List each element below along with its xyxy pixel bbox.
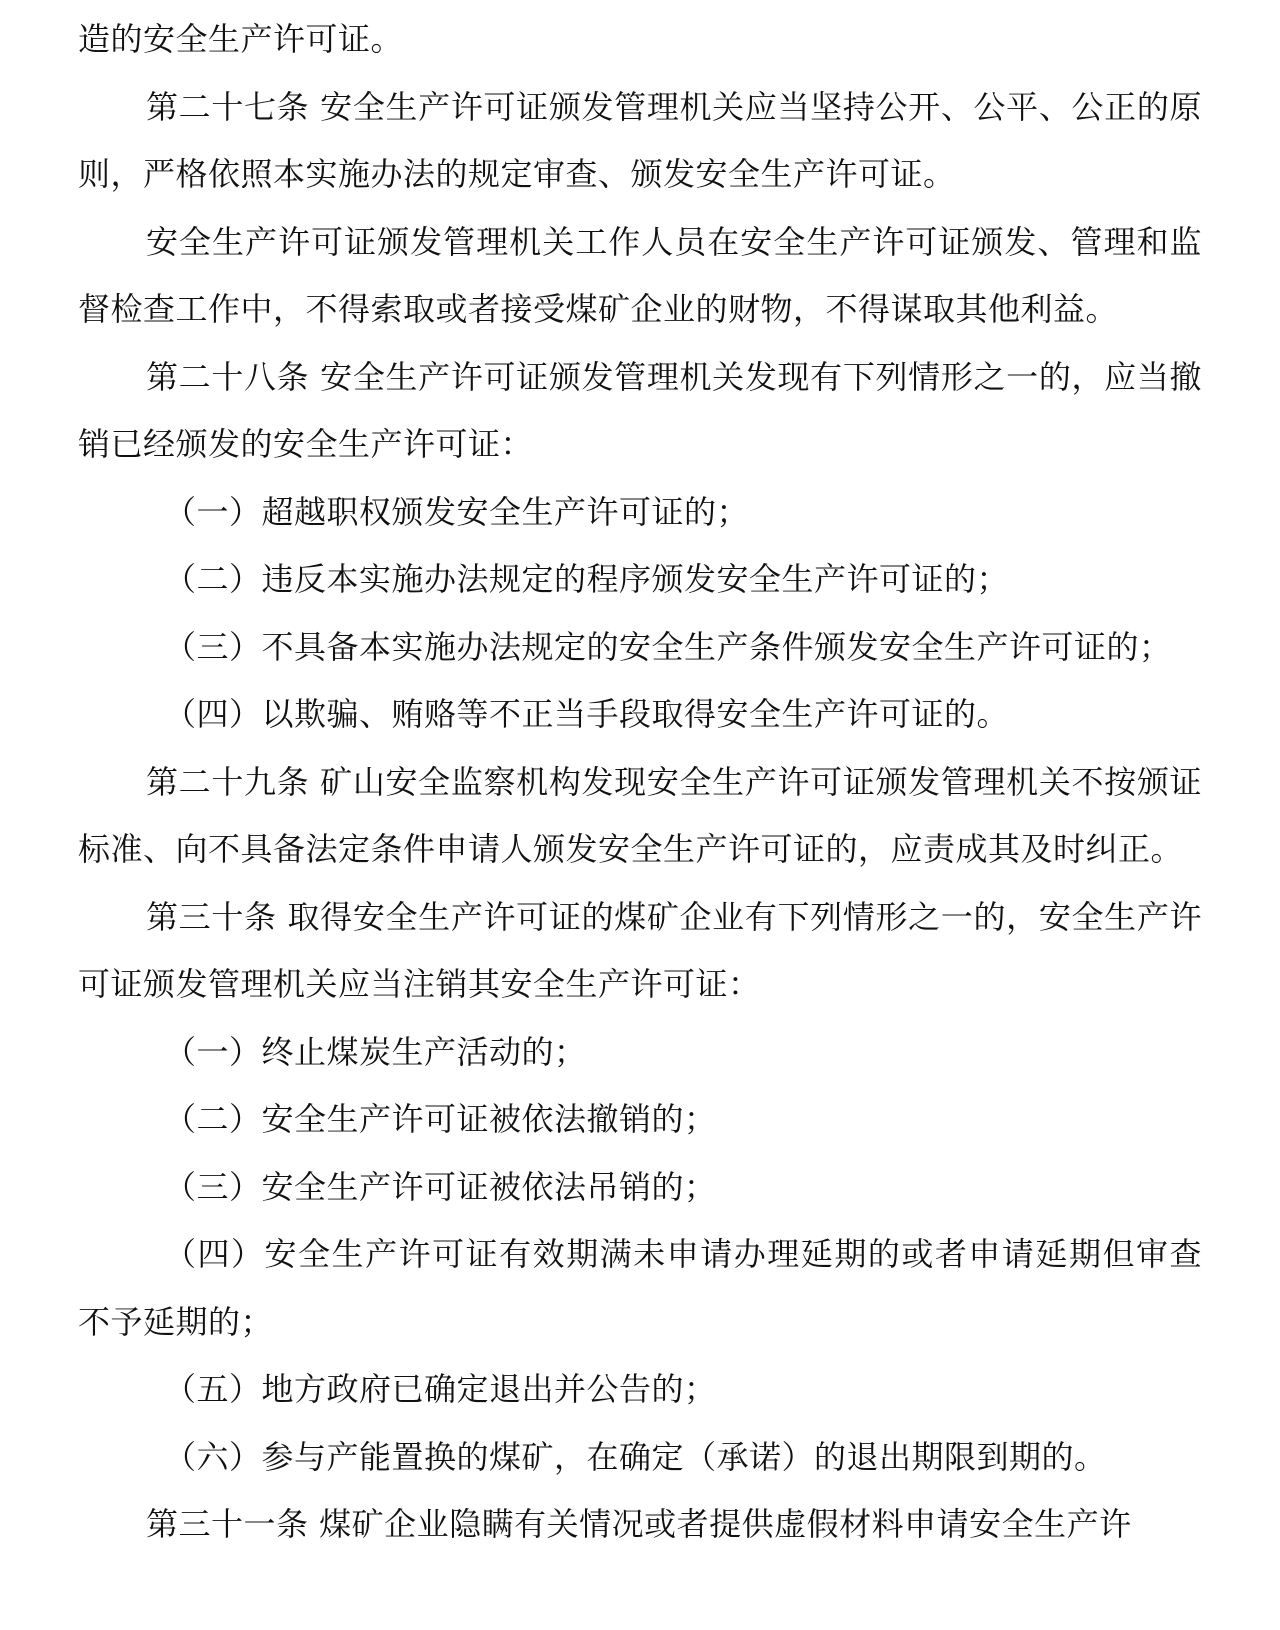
article-28-item-4: （四）以欺骗、贿赂等不正当手段取得安全生产许可证的。 xyxy=(164,695,1010,733)
article-28-item-1: （一）超越职权颁发安全生产许可证的； xyxy=(164,492,750,531)
article-30-paragraph: 第三十条 取得安全生产许可证的煤矿企业有下列情形之一的，安全生产许可证颁发管理机关应当注销其安全生产许可证： xyxy=(78,897,1202,1003)
article-30-item-5: （五）地方政府已确定退出并公告的； xyxy=(164,1370,717,1408)
article-30-item-4: （四）安全生产许可证有效期满未申请办理延期的或者申请延期但审查不予延期的； xyxy=(78,1235,1202,1341)
article-30-item-3: （三）安全生产许可证被依法吊销的； xyxy=(164,1167,717,1206)
document-page xyxy=(78,6,1202,1559)
paragraph-continuation: 造的安全生产许可证。 xyxy=(78,20,404,58)
article-28-item-2: （二）违反本实施办法规定的程序颁发安全生产许可证的； xyxy=(164,560,1010,598)
article-30-item-2: （二）安全生产许可证被依法撤销的； xyxy=(164,1100,717,1138)
article-28-paragraph: 第二十八条 安全生产许可证颁发管理机关发现有下列情形之一的，应当撤销已经颁发的安全生产许可证： xyxy=(78,357,1202,463)
article-27-staff-paragraph: 安全生产许可证颁发管理机关工作人员在安全生产许可证颁发、管理和监督检查工作中，不得索取或者接受煤矿企业的财物，不得谋取其他利益。 xyxy=(78,222,1202,328)
article-31-paragraph: 第三十一条 煤矿企业隐瞒有关情况或者提供虚假材料申请安全生产许 xyxy=(146,1505,1132,1543)
article-29-paragraph: 第二十九条 矿山安全监察机构发现安全生产许可证颁发管理机关不按颁证标准、向不具备法定条件申请人颁发安全生产许可证的，应责成其及时纠正。 xyxy=(78,762,1202,868)
article-28-item-3: （三）不具备本实施办法规定的安全生产条件颁发安全生产许可证的； xyxy=(164,627,1172,666)
article-30-item-6: （六）参与产能置换的煤矿，在确定（承诺）的退出期限到期的。 xyxy=(164,1437,1107,1476)
article-30-item-1: （一）终止煤炭生产活动的； xyxy=(164,1032,587,1071)
article-27-paragraph: 第二十七条 安全生产许可证颁发管理机关应当坚持公开、公平、公正的原则，严格依照本实施办法的规定审查、颁发安全生产许可证。 xyxy=(78,87,1202,193)
